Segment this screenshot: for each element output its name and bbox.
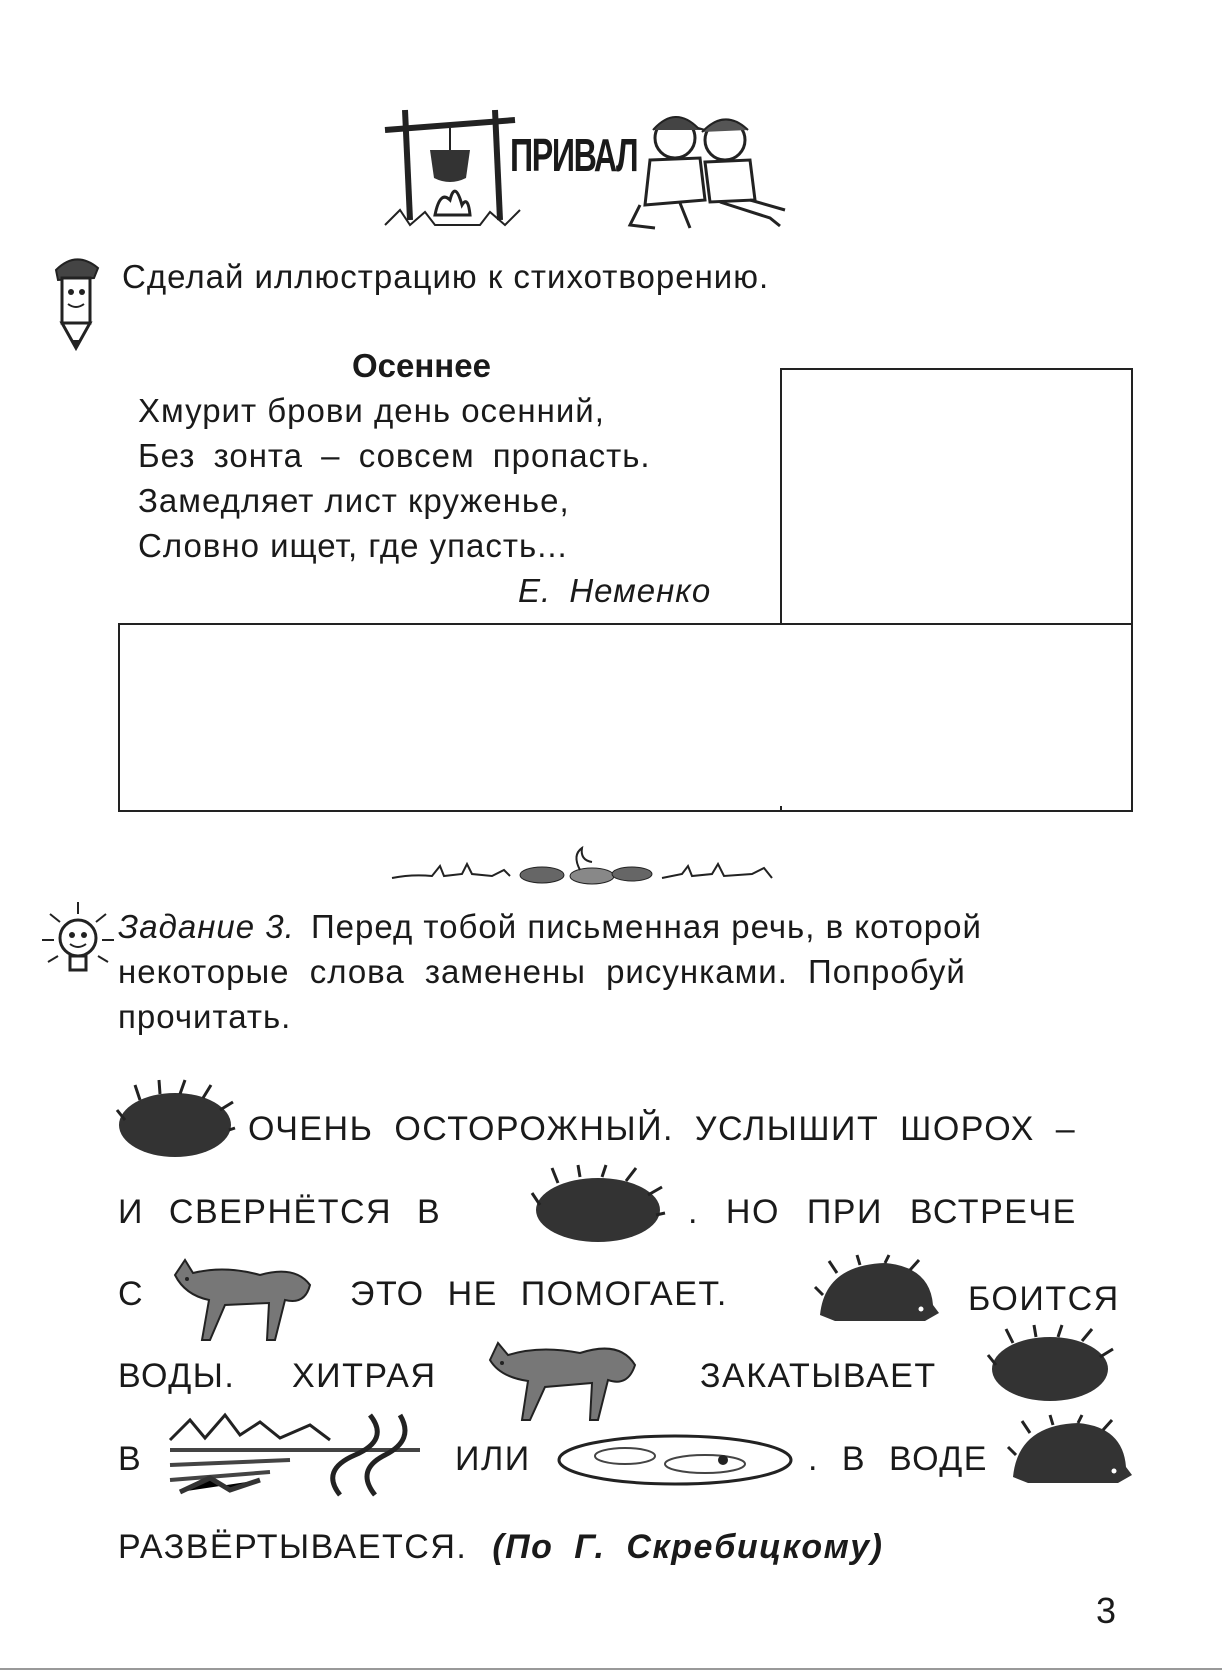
- curled-hedgehog-icon: [530, 1165, 665, 1245]
- bottom-rule: [0, 1668, 1222, 1670]
- rebus-row-2a: И СВЕРНЁТСЯ В: [118, 1193, 442, 1231]
- puddle-icon: [555, 1430, 795, 1490]
- poem-line: Без зонта – совсем пропасть.: [138, 437, 651, 474]
- poem-title: Осеннее: [352, 347, 491, 384]
- box-gap-mask: [778, 625, 788, 806]
- curled-hedgehog-icon: [115, 1080, 235, 1160]
- rebus-source: (По Г. Скребицкому): [492, 1528, 884, 1566]
- river-landscape-icon: [170, 1410, 420, 1495]
- rebus-row-5c: . В ВОДЕ: [808, 1440, 988, 1478]
- rebus-row-3c: БОИТСЯ: [968, 1280, 1120, 1318]
- poem-line: Словно ищет, где упасть...: [138, 527, 568, 564]
- pencil-icon: [48, 250, 103, 350]
- poem-line: Замедляет лист круженье,: [138, 482, 570, 519]
- hedgehog-icon: [1008, 1415, 1133, 1495]
- task-text-1: Перед тобой письменная речь, в которой: [310, 908, 982, 945]
- rebus-row-1: ОЧЕНЬ ОСТОРОЖНЫЙ. УСЛЫШИТ ШОРОХ –: [248, 1110, 1077, 1148]
- kids-illustration: [620, 100, 790, 235]
- hedgehog-icon: [815, 1255, 940, 1335]
- header-title: ПРИВАЛ: [510, 129, 638, 181]
- poem-line: Хмурит брови день осенний,: [138, 392, 605, 429]
- rebus-row-2b: . НО ПРИ ВСТРЕЧЕ: [688, 1193, 1077, 1231]
- divider-ornament: [392, 840, 782, 890]
- rebus-row-3b: ЭТО НЕ ПОМОГАЕТ.: [350, 1275, 728, 1313]
- rebus-row-5a: В: [118, 1440, 143, 1478]
- drawing-box-bottom[interactable]: [118, 623, 1133, 812]
- task-line-1: [118, 908, 982, 946]
- rebus-row-3a: С: [118, 1275, 145, 1313]
- task-line-2: некоторые слова заменены рисунками. Попробуй: [118, 953, 966, 990]
- curled-hedgehog-icon: [988, 1325, 1113, 1405]
- rebus-row-5b: ИЛИ: [455, 1440, 531, 1478]
- poem-author: Е. Неменко: [518, 572, 712, 609]
- lightbulb-icon: [40, 900, 115, 980]
- fox-icon: [480, 1325, 640, 1425]
- campfire-illustration: [380, 100, 530, 230]
- rebus-row-4a: ВОДЫ.: [118, 1357, 236, 1395]
- page-number: 3: [1096, 1590, 1117, 1631]
- rebus-row-4b: ХИТРАЯ: [292, 1357, 437, 1395]
- rebus-row-6: [118, 1528, 883, 1567]
- task-line-3: прочитать.: [118, 998, 292, 1035]
- rebus-last-word: РАЗВЁРТЫВАЕТСЯ.: [118, 1528, 468, 1566]
- fox-icon: [165, 1245, 315, 1345]
- task-label: Задание 3.: [118, 908, 295, 945]
- rebus-row-4c: ЗАКАТЫВАЕТ: [700, 1357, 937, 1395]
- instruction-text: Сделай иллюстрацию к стихотворению.: [122, 258, 770, 295]
